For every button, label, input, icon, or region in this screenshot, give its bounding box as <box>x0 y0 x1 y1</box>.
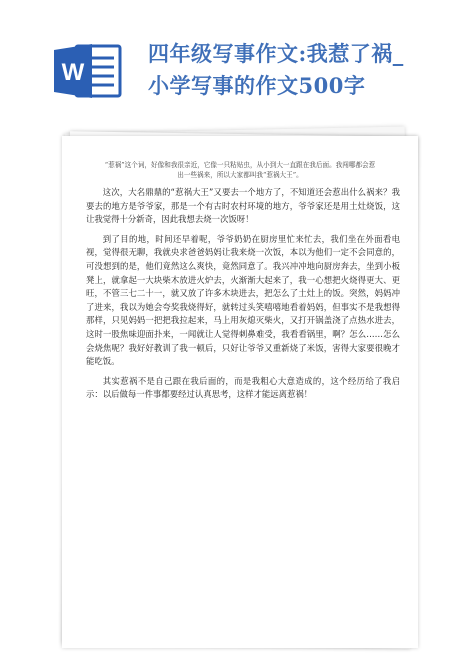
paragraph: 这次，大名鼎鼎的“惹祸大王”又要去一个地方了，不知道还会惹出什么祸来？我要去的地方是爷爷家，那是一个有古时农村环境的地方，爷爷家还是用土灶烧饭，这让我觉得十分新奇，因此我想去烧一次饭呀！ <box>86 187 400 225</box>
paragraph: 其实惹祸不是自己跟在我后面的，而是我粗心大意造成的，这个经历给了我启示：以后做每一件事都要经过认真思考，这样才能远离惹祸！ <box>86 375 400 400</box>
page-title <box>148 38 466 102</box>
paragraph: 到了目的地，时间还早着呢，爷爷奶奶在厨房里忙来忙去，我们坐在外面看电视，觉得很无聊，我就央求爸爸妈妈让我来烧一次饭，本以为他们一定不会同意的，可没想到的是，他们竟然这么爽快，竟然同意了。我兴冲冲地向厨房奔去，坐到小板凳上，就拿起一大块柴木放进火炉去，火渐渐大起来了，我一心想把火烧得更大、更旺，不管三七二十一，就又放了许多木块进去，把怎么了土灶上的饭。突然，妈妈冲了进来，我以为她会夸奖我烧得好，就转过头笑嘻嘻地看着妈妈，但事实不是我想得那样，只见妈妈一把把我拉起来，马上用灰熄灭柴火，又打开锅盖浇了点热水进去，这时一股焦味迎面扑来，一闻就让人觉得刺鼻难受，我看看锅里，啊？怎么……怎么会烧焦呢？我好好教训了我一顿后，只好让爷爷又重新烧了米饭，害得大家要很晚才能吃饭。 <box>86 233 400 367</box>
title-line-2: 小学写事的作文500字 <box>148 73 366 98</box>
header <box>0 0 474 112</box>
word-icon-letter: W <box>61 59 85 86</box>
document-page <box>62 136 418 648</box>
document-body <box>86 186 400 408</box>
title-line-1: 四年级写事作文:我惹了祸_ <box>148 41 404 66</box>
word-document-icon <box>54 42 124 100</box>
document-intro: “惹祸”这个词，好像和我很亲近，它像一只粘贴虫，从小到大一直跟在我后面。我闯哪都会惹出一些祸来，所以大家都叫我“惹祸大王”。 <box>104 161 376 179</box>
